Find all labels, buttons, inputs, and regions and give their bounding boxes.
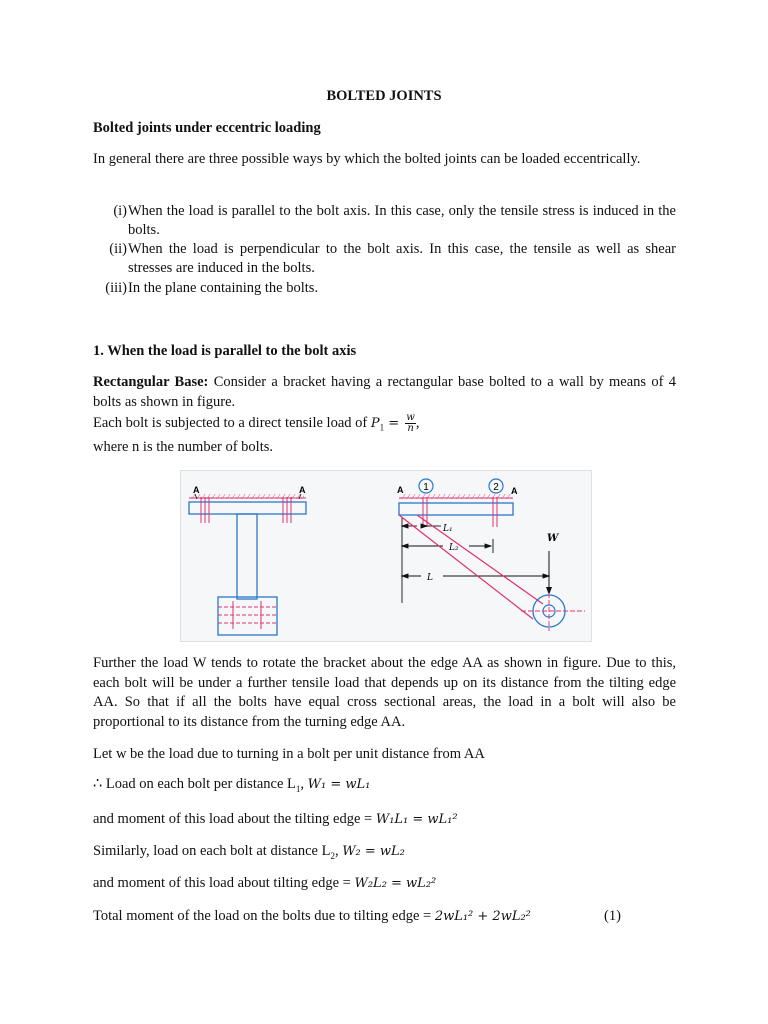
base-plate-right — [399, 503, 513, 515]
lower-block-dashes — [218, 607, 277, 623]
equation-4-text: and moment of this load about tilting edge = — [93, 875, 355, 891]
base-plate — [189, 502, 306, 514]
page-title: BOLTED JOINTS — [326, 88, 442, 104]
rectangular-base-label: Rectangular Base: — [93, 374, 209, 390]
list-item-number: (ii) — [109, 241, 127, 257]
equation-line-2 — [93, 811, 458, 828]
left-view — [189, 485, 306, 635]
where-line: where n is the number of bolts. — [93, 439, 274, 455]
fraction-denominator: n — [407, 423, 414, 434]
left-bolts — [201, 497, 291, 523]
bracket-figure — [180, 470, 592, 642]
fraction-numerator: w — [406, 412, 415, 423]
right-view — [397, 479, 585, 631]
label-l: L — [427, 573, 433, 583]
equation-2-math: W₁L₁ = wL₁² — [375, 812, 458, 827]
equation-line-1: ∴ Load on each bolt per distance $L_1$, W₁ = wL₁ — [93, 776, 371, 794]
label-w: W — [547, 533, 559, 544]
dimension-lines — [402, 517, 549, 603]
p1-equals: = — [384, 415, 404, 431]
equation-1-math: W₁ = wL₁ — [307, 777, 371, 792]
left-label-a1: A — [193, 485, 200, 495]
let-line: Let w be the load due to turning in a bolt per unit distance from AA — [93, 746, 485, 762]
equation-line-5 — [93, 908, 531, 925]
bolt-1-label: 1 — [423, 482, 429, 493]
equation-2-text: and moment of this load about the tilting edge = — [93, 811, 376, 827]
label-l2: L₂ — [449, 543, 459, 553]
w-over-n-fraction — [405, 413, 416, 434]
rectangular-base-paragraph — [93, 373, 676, 412]
load-arm — [399, 515, 543, 619]
equation-number: (1) — [604, 908, 621, 924]
list-item-number: (i) — [113, 203, 127, 219]
p1-subscript: 1 — [379, 422, 385, 433]
equation-1-text: ∴ Load on each bolt per distance L — [93, 776, 296, 792]
equation-4-math: W₂L₂ = wL₂² — [354, 876, 437, 891]
right-bolts — [423, 497, 497, 527]
equation-1-subscript: 1 — [295, 783, 301, 794]
direct-load-text: Each bolt is subjected to a direct tensile load of — [93, 414, 371, 431]
subsection-heading: 1. When the load is parallel to the bolt axis — [93, 343, 357, 359]
p1-symbol: P — [370, 415, 380, 431]
equation-line-4 — [93, 875, 436, 892]
equation-line-3: Similarly, load on each bolt at distance $L_2$, W₂ = wL₂ — [93, 843, 405, 861]
list-item-text: When the load is perpendicular to the bolt axis. In this case, the tensile as well as shear stresses are induced in the bolts. — [128, 241, 676, 276]
equation-3-subscript: 2 — [330, 850, 335, 861]
right-label-a2: A — [511, 486, 518, 496]
section-heading: Bolted joints under eccentric loading — [93, 120, 321, 136]
list-item-text: When the load is parallel to the bolt axis. In this case, only the tensile stress is induced in the bolts. — [128, 203, 676, 238]
list-item-number: (iii) — [105, 280, 127, 296]
further-paragraph: Further the load W tends to rotate the bracket about the edge AA as shown in figure. Due to this, each bolt will be under a further tensile load that depends up on its distance from the tilting edge AA. So that if all the bolts have equal cross sectional areas, the load in a bolt will also be proportional to its distance from the turning edge AA. — [93, 655, 676, 730]
equation-3-math: W₂ = wL₂ — [342, 844, 405, 859]
direct-load-line — [93, 413, 676, 438]
equation-5-text: Total moment of the load on the bolts due to tilting edge = — [93, 908, 435, 924]
list-item-text: In the plane containing the bolts. — [128, 280, 319, 296]
p1-comma: , — [415, 414, 420, 431]
rectangular-base-text: Consider a bracket having a rectangular base bolted to a wall by means of 4 bolts as shown in figure. — [93, 374, 676, 410]
right-label-a1: A — [397, 485, 404, 495]
web-stem — [237, 514, 257, 599]
label-l1: L₁ — [443, 524, 453, 534]
intro-paragraph: In general there are three possible ways by which the bolted joints can be loaded eccentrically. — [93, 151, 641, 167]
equation-5-math: 2wL₁² + 2wL₂² — [434, 909, 531, 924]
bracket-diagram — [181, 471, 591, 641]
equation-3-text: Similarly, load on each bolt at distance L — [93, 843, 331, 859]
lower-block — [218, 597, 277, 635]
left-label-a2: A — [299, 485, 306, 495]
bolt-2-label: 2 — [493, 482, 499, 493]
